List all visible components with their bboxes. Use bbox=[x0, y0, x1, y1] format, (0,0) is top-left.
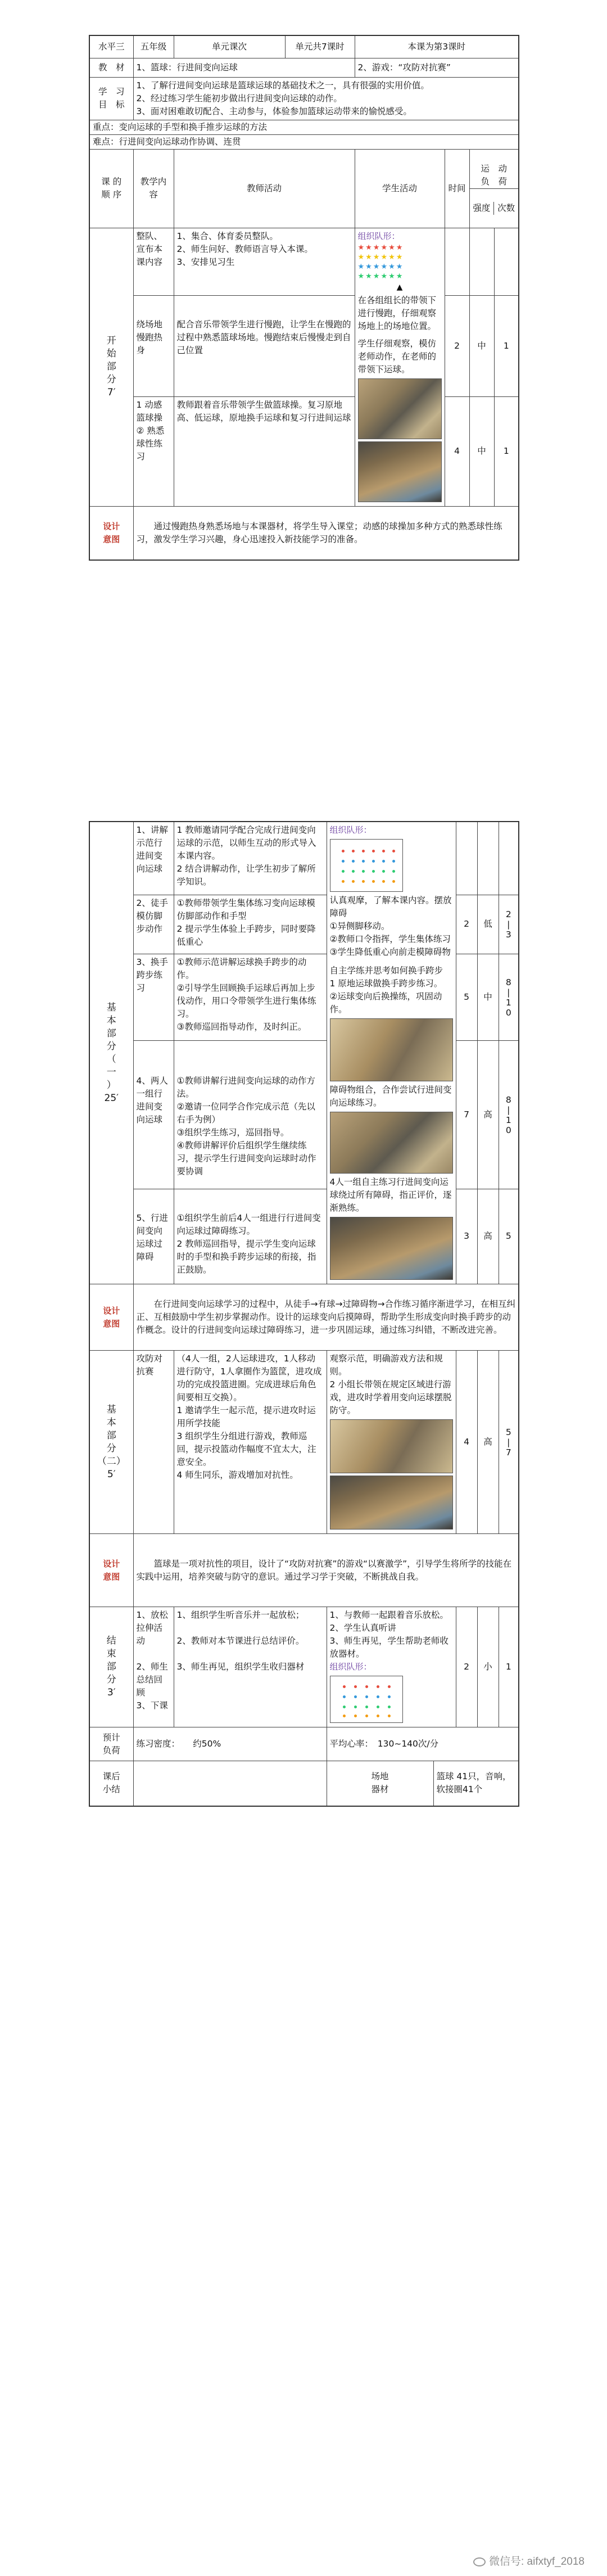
col-content: 教学内 容 bbox=[133, 149, 174, 228]
part2-teacher-5: ①组织学生前后4人一组进行行进间变向运球过障碍练习。 2 教师巡回指导，提示学生变向运球时的手型和换手跨步运球的衔接，指正鼓励。 bbox=[174, 1189, 327, 1284]
part1-rep-a: 1 bbox=[494, 296, 519, 397]
part1-student bbox=[355, 228, 445, 506]
part1-label: 开 始 部 分 7′ bbox=[89, 228, 133, 506]
design2-text: 在行进间变向运球学习的过程中，从徒手→有球→过障碍物→合作练习循序渐进学习，在相互纠正、互相鼓励中学生初步掌握动作。设计的运球变向后摸障碍，帮助学生形成变向时换手跨步的动作概念。设计的行进间变向运球过障碍练习，进一步巩固运球，通过练习纠错，不断改进完善。 bbox=[133, 1284, 519, 1351]
part1-int-b: 中 bbox=[469, 397, 494, 506]
header-row bbox=[89, 35, 519, 58]
venue-label: 场地 器材 bbox=[327, 1761, 433, 1806]
part2-int-empty bbox=[477, 822, 499, 895]
part2-teacher-3: ①教师示范讲解运球换手跨步的动作。 ②引导学生回顾换手运球后再加上步伐动作，用口令带领学生进行集体练习。 ③教师巡回指导动作，及时纠正。 bbox=[174, 954, 327, 1041]
part4-row bbox=[89, 1607, 519, 1727]
part2-student-3: 障碍物组合，合作尝试行进间变向运球练习。 bbox=[329, 1085, 452, 1108]
wechat-icon bbox=[473, 2557, 486, 2566]
part1-row-c bbox=[89, 397, 519, 506]
part3-int: 高 bbox=[477, 1351, 499, 1534]
part2-time-1: 2 bbox=[456, 895, 477, 954]
part2-row-1 bbox=[89, 822, 519, 895]
content-label: 教 材 bbox=[89, 58, 133, 77]
part2-content-1: 1、讲解示范行进间变向运球 bbox=[133, 822, 174, 895]
part2-int-4: 高 bbox=[477, 1189, 499, 1284]
part1-rep-a-empty bbox=[494, 228, 519, 296]
design3-label: 设计 意图 bbox=[89, 1534, 133, 1607]
venue-equipment: 篮球 41只，音响，软接圈41个 bbox=[433, 1761, 519, 1806]
col-student: 学生活动 bbox=[355, 149, 445, 228]
court-diagram bbox=[330, 839, 403, 892]
goal-label: 学 习 目 标 bbox=[89, 77, 133, 120]
part4-student-text: 1、与教师一起跟着音乐放松。 2、学生认真听讲 3、师生再见，学生帮助老师收放器材。 bbox=[329, 1610, 449, 1659]
lesson-plan-page-2 bbox=[89, 821, 518, 1807]
reflection-text bbox=[133, 1761, 327, 1806]
part2-time-4: 3 bbox=[456, 1189, 477, 1284]
part2-rep-4: 5 bbox=[499, 1189, 519, 1284]
class-photo-5 bbox=[330, 1217, 453, 1280]
goal-1: 1、了解行进间变向运球是篮球运球的基础技术之一，具有很强的实用价值。 bbox=[136, 80, 429, 91]
part1-content-c: 1 动感篮球操 ② 熟悉球性练习 bbox=[133, 397, 174, 506]
col-load bbox=[469, 149, 519, 228]
part2-teacher-4: ①教师讲解行进间变向运球的动作方法。 ②邀请一位同学合作完成示范（先以右手为例） ③组织学生练习，巡回指导。 ④教师讲解评价后组织学生继续练习，提示学生行进间变向运球时动作要协调 bbox=[174, 1041, 327, 1189]
part2-time-2: 5 bbox=[456, 954, 477, 1041]
part2-content-5: 5、行进间变向运球过障碍 bbox=[133, 1189, 174, 1284]
col-order: 课 的 顺 序 bbox=[89, 149, 133, 228]
part1-rep-b: 1 bbox=[494, 397, 519, 506]
watermark bbox=[473, 2553, 585, 2568]
watermark-text: 微信号: aifxtyf_2018 bbox=[488, 2556, 585, 2568]
goal-2: 2、经过练习学生能初步做出行进间变向运球的动作。 bbox=[136, 93, 342, 103]
difficulty-row bbox=[89, 134, 519, 149]
key-point-row bbox=[89, 120, 519, 134]
part2-rep-3: 8 | 1 0 bbox=[499, 1041, 519, 1189]
part1-time-b: 4 bbox=[445, 397, 469, 506]
part4-teacher: 1、组织学生听音乐并一起放松； 2、教师对本节课进行总结评价。 3、师生再见，组织学生收归器材 bbox=[174, 1607, 327, 1727]
part3-student bbox=[327, 1351, 456, 1534]
teacher-step: 1、集合、体育委员整队。 bbox=[176, 231, 278, 241]
part2-student-2: 自主学练并思考如何换手跨步 1 原地运球做换手跨步练习。 ②运球变向后换操练，巩固动作。 bbox=[329, 966, 443, 1014]
col-reps: 次数 bbox=[497, 202, 515, 213]
class-photo-2 bbox=[358, 441, 442, 502]
part2-rep-1: 2 | 3 bbox=[499, 895, 519, 954]
design3-row bbox=[89, 1534, 519, 1607]
part2-content-4: 4、两人一组行进间变向运球 bbox=[133, 1041, 174, 1189]
part2-student-1: 认真观摩，了解本课内容。摆放障碍 ①异侧脚移动。 ②教师口令指挥，学生集体练习 ③学生降低重心向前走模障碍物 bbox=[329, 895, 452, 957]
content-1: 1、篮球：行进间变向运球 bbox=[133, 58, 355, 77]
unit-label-cell: 单元课次 bbox=[174, 35, 285, 58]
part3-rep: 5 | 7 bbox=[499, 1351, 519, 1534]
part3-content: 攻防对抗赛 bbox=[133, 1351, 174, 1534]
part2-int-3: 高 bbox=[477, 1041, 499, 1189]
lesson-plan-table-2 bbox=[89, 821, 519, 1807]
part2-label: 基 本 部 分 （ 一 ） 25′ bbox=[89, 822, 133, 1284]
class-photo-1 bbox=[358, 378, 442, 439]
part2-content-3: 3、换手跨步练习 bbox=[133, 954, 174, 1041]
design2-label: 设计 意图 bbox=[89, 1284, 133, 1351]
reflection-label: 课后 小结 bbox=[89, 1761, 133, 1806]
formation-label: 组织队形： bbox=[329, 825, 372, 835]
goal-3: 3、面对困难敢切配合、主动参与，体验参加篮球运动带来的愉悦感受。 bbox=[136, 106, 412, 116]
part1-row-b bbox=[89, 296, 519, 397]
part1-content-b: 绕场地慢跑热身 bbox=[133, 296, 174, 397]
part1-time-a: 2 bbox=[445, 296, 469, 397]
part1-content-a: 整队、宣布本课内容 bbox=[133, 228, 174, 296]
teacher-step: 3、安排见习生 bbox=[176, 256, 235, 267]
class-photo-7 bbox=[330, 1476, 453, 1530]
design1-label: 设计 意图 bbox=[89, 506, 133, 560]
class-photo-6 bbox=[330, 1419, 453, 1473]
part1-int-a: 中 bbox=[469, 296, 494, 397]
class-photo-3 bbox=[330, 1018, 453, 1081]
part4-time: 2 bbox=[456, 1607, 477, 1727]
col-teacher: 教师活动 bbox=[174, 149, 355, 228]
part4-int: 小 bbox=[477, 1607, 499, 1727]
goals-row bbox=[89, 77, 519, 120]
content-2: 2、游戏：“攻防对抗赛” bbox=[355, 58, 519, 77]
class-photo-4 bbox=[330, 1112, 453, 1174]
part2-time-3: 7 bbox=[456, 1041, 477, 1189]
part1-teacher-b: 配合音乐带领学生进行慢跑，让学生在慢跑的过程中熟悉篮球场地。慢跑结束后慢慢走到自己位置 bbox=[174, 296, 355, 397]
part3-student-text: 观察示范，明确游戏方法和规则。 2 小组长带领在规定区域进行游戏，进攻时学着用变向运球摆脱防守。 bbox=[329, 1354, 452, 1415]
part2-teacher-1: 1 教师邀请同学配合完成行进间变向运球的示范，以师生互动的形式导入本课内容。 2 结合讲解动作，让学生初步了解所学知识。 bbox=[174, 822, 327, 895]
part4-student bbox=[327, 1607, 456, 1727]
goal-list bbox=[133, 77, 519, 120]
part1-time-a-empty bbox=[445, 228, 469, 296]
part2-time-empty bbox=[456, 822, 477, 895]
level-cell: 水平三 bbox=[89, 35, 133, 58]
part3-row bbox=[89, 1351, 519, 1534]
part1-student-a: 在各组组长的带领下进行慢跑，仔细观察场地上的场地位置。 bbox=[357, 295, 437, 331]
part1-row-a bbox=[89, 228, 519, 296]
part2-rep-2: 8 | 1 0 bbox=[499, 954, 519, 1041]
practice-density: 练习密度： 约50% bbox=[133, 1727, 327, 1761]
lesson-plan-page-1 bbox=[89, 35, 518, 561]
part1-teacher-c: 教师跟着音乐带领学生做篮球操。复习原地高、低运球，原地换手运球和复习行进间运球 bbox=[174, 397, 355, 506]
part2-teacher-2: ①教师带领学生集体练习变向运球模仿脚部动作和手型 2 提示学生体验上手跨步，同时要降低重心 bbox=[174, 895, 327, 954]
court-diagram-end bbox=[330, 1676, 403, 1723]
part2-content-2: 2、徒手模仿脚步动作 bbox=[133, 895, 174, 954]
part3-teacher: （4人一组，2人运球进攻，1人移动进行防守，1人拿圈作为篮筐，进攻成功的完成投篮进圈。完成进球后角色间要相互交换）。 1 邀请学生一起示范，提示进攻时运用所学技能 3 组织学生分组进行游戏，教师巡回，提示投篮动作幅度不宜太大，注意安全。 4 师生同乐，游戏增加对抗性。 bbox=[174, 1351, 327, 1534]
average-heart-rate: 平均心率： 130~140次/分 bbox=[327, 1727, 519, 1761]
part2-int-2: 中 bbox=[477, 954, 499, 1041]
reflection-row bbox=[89, 1761, 519, 1806]
column-header-row bbox=[89, 149, 519, 228]
part1-student-b: 学生仔细观察，模仿老师动作，在老师的带领下运球。 bbox=[357, 338, 437, 375]
part2-rep-empty bbox=[499, 822, 519, 895]
formation-label: 组织队形： bbox=[329, 1662, 372, 1672]
col-intensity: 强度 bbox=[470, 202, 495, 215]
col-time: 时间 bbox=[445, 149, 469, 228]
part2-int-1: 低 bbox=[477, 895, 499, 954]
teacher-step: 2、师生问好、教师语言导入本课。 bbox=[176, 243, 313, 254]
grade-cell: 五年级 bbox=[133, 35, 174, 58]
formation-label: 组织队形： bbox=[357, 231, 400, 241]
teacher-marker-icon: ▲ bbox=[396, 282, 403, 292]
lesson-plan-table-1 bbox=[89, 35, 519, 561]
design3-text: 篮球是一项对抗性的项目，设计了“攻防对抗赛”的游戏“以赛激学”，引导学生将所学的技能在实践中运用，培养突破与防守的意识。通过学习学于突破，不断挑战自我。 bbox=[133, 1534, 519, 1607]
load-row bbox=[89, 1727, 519, 1761]
formation-diagram: ★★★★★★ ★★★★★★ ★★★★★★ ★★★★★★ bbox=[357, 243, 404, 281]
difficulty: 难点：行进间变向运球动作协调、连贯 bbox=[89, 134, 519, 149]
part2-student-4: 4人一组自主练习行进间变向运球绕过所有障碍，指正评价，逐渐熟练。 bbox=[329, 1177, 452, 1213]
part4-content: 1、放松拉伸活动 2、师生总结回顾 3、下课 bbox=[133, 1607, 174, 1727]
design1-row bbox=[89, 506, 519, 560]
part2-student bbox=[327, 822, 456, 1284]
part3-time: 4 bbox=[456, 1351, 477, 1534]
part4-label: 结 束 部 分 3′ bbox=[89, 1607, 133, 1727]
key-point: 重点：变向运球的手型和换手推步运球的方法 bbox=[89, 120, 519, 134]
part4-rep: 1 bbox=[499, 1607, 519, 1727]
design1-text: 通过慢跑热身熟悉场地与本课器材，将学生导入课堂；动感的球操加多种方式的熟悉球性练习，激发学生学习兴趣，身心迅速投入新技能学习的准备。 bbox=[133, 506, 519, 560]
part1-int-a-empty bbox=[469, 228, 494, 296]
lesson-no-cell: 本课为第3课时 bbox=[355, 35, 519, 58]
part1-teacher-a bbox=[174, 228, 355, 296]
design2-row bbox=[89, 1284, 519, 1351]
load-label: 预计 负荷 bbox=[89, 1727, 133, 1761]
content-row bbox=[89, 58, 519, 77]
col-load-label: 运 动 负 荷 bbox=[470, 163, 519, 189]
part3-label: 基 本 部 分 （二） 5′ bbox=[89, 1351, 133, 1534]
unit-total-cell: 单元共7课时 bbox=[285, 35, 355, 58]
